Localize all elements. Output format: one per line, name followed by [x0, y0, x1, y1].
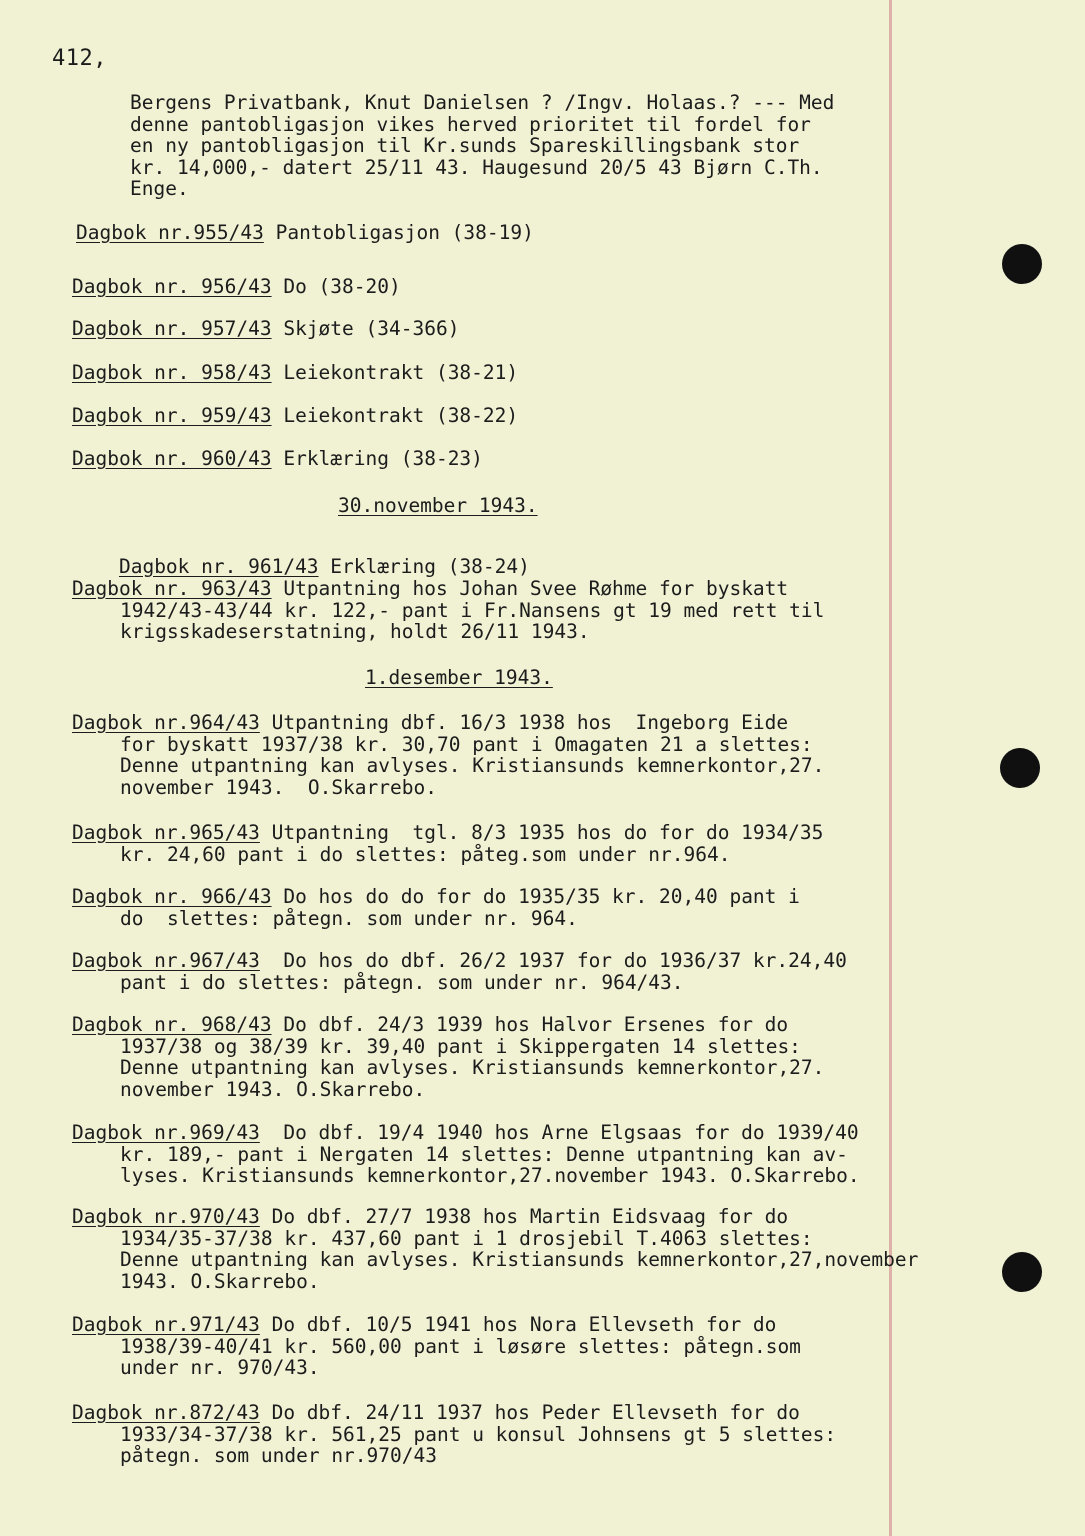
entry-row: [72, 405, 518, 427]
entry-text: Leiekontrakt (38-22): [271, 404, 519, 427]
entry-continuation-line: 1942/43-43/44 kr. 122,- pant i Fr.Nansens gt 19 med rett til: [120, 598, 825, 622]
entry-first-line: [72, 578, 824, 600]
entry-number: Dagbok nr. 958/43: [72, 361, 272, 384]
entry-continuation-line: lyses. Kristiansunds kemnerkontor,27.november 1943. O.Skarrebo.: [120, 1164, 860, 1187]
entry-text: Skjøte (34-366): [271, 317, 460, 340]
entry-continuation-line: november 1943. O.Skarrebo.: [120, 1077, 426, 1101]
page-number: 412,: [52, 46, 107, 71]
entry-number: Dagbok nr. 963/43: [72, 577, 272, 600]
entry-continuation-line: under nr. 970/43.: [120, 1356, 320, 1379]
entry-row: [72, 448, 483, 470]
entry-first-line: [72, 1122, 860, 1144]
entry-number: Dagbok nr. 968/43: [72, 1013, 272, 1036]
entry-number: Dagbok nr. 959/43: [72, 404, 272, 427]
entry-continuation-line: pant i do slettes: påtegn. som under nr. 964/43.: [120, 970, 684, 994]
punch-hole: [1002, 244, 1042, 284]
entry-continuation-line: for byskatt 1937/38 kr. 30,70 pant i Omagaten 21 a slettes:: [120, 732, 813, 756]
punch-hole: [1000, 748, 1040, 788]
entry-row: [72, 950, 847, 993]
entry-first-line: [72, 1014, 824, 1036]
entry-text: Erklæring (38-24): [318, 554, 530, 578]
entry-number: Dagbok nr. 961/43: [118, 554, 319, 578]
entry-row: [72, 318, 459, 340]
entry-row: [72, 1206, 918, 1292]
entry-first-line: [72, 712, 824, 734]
entry-continuation-line: 1933/34-37/38 kr. 561,25 pant u konsul Johnsens gt 5 slettes:: [120, 1422, 837, 1446]
intro-line: Bergens Privatbank, Knut Danielsen ? /Ingv. Holaas.? --- Med: [130, 91, 835, 114]
entry-text: Utpantning hos Johan Svee Røhme for byskatt: [271, 577, 789, 600]
date-heading-30-november: 30.november 1943.: [338, 494, 538, 517]
entry-text: Do hos do do for do 1935/35 kr. 20,40 pant i: [271, 885, 800, 908]
entry-continuation-line: 1938/39-40/41 kr. 560,00 pant i løsøre slettes: påtegn.som: [120, 1334, 801, 1358]
entry-first-line: [72, 1402, 836, 1424]
entry-first-line: [72, 1206, 918, 1228]
entry-continuation-line: Denne utpantning kan avlyses. Kristiansunds kemnerkontor,27.: [120, 754, 825, 777]
entry-number: Dagbok nr. 960/43: [72, 447, 272, 470]
entry-continuation-line: 1943. O.Skarrebo.: [120, 1269, 320, 1293]
entry-text: Do dbf. 10/5 1941 hos Nora Ellevseth for do: [259, 1313, 777, 1336]
entry-number: Dagbok nr.964/43: [72, 711, 260, 734]
intro-line: kr. 14,000,- datert 25/11 43. Haugesund 20/5 43 Bjørn C.Th.: [130, 155, 823, 179]
entry-row: [72, 712, 824, 798]
entry-text: Pantobligasjon (38-19): [263, 221, 534, 244]
entry-number: Dagbok nr. 966/43: [72, 885, 272, 908]
entry-continuation-line: Denne utpantning kan avlyses. Kristiansunds kemnerkontor,27.: [120, 1056, 825, 1079]
entry-number: Dagbok nr.967/43: [72, 949, 260, 972]
intro-line: denne pantobligasjon vikes herved prioritet til fordel for: [130, 112, 811, 136]
entry-text: Do (38-20): [271, 275, 401, 298]
entry-963: [72, 578, 824, 643]
entry-number: Dagbok nr.971/43: [72, 1313, 260, 1336]
entry-number: Dagbok nr.969/43: [72, 1121, 260, 1144]
intro-line: Enge.: [130, 177, 189, 200]
entry-number: Dagbok nr.965/43: [72, 821, 260, 844]
date-heading-1-desember: 1.desember 1943.: [365, 666, 553, 689]
entry-continuation-line: Denne utpantning kan avlyses. Kristiansunds kemnerkontor,27,november: [120, 1248, 919, 1271]
entry-continuation-line: påtegn. som under nr.970/43: [120, 1444, 437, 1467]
entry-row: [72, 1402, 836, 1467]
entry-continuation-line: 1937/38 og 38/39 kr. 39,40 pant i Skippergaten 14 slettes:: [120, 1034, 801, 1058]
entry-number: Dagbok nr.970/43: [72, 1205, 260, 1228]
entry-text: Do hos do dbf. 26/2 1937 for do 1936/37 kr.24,40: [259, 949, 847, 972]
entry-text: Leiekontrakt (38-21): [271, 361, 519, 384]
entry-continuation-line: do slettes: påtegn. som under nr. 964.: [120, 906, 578, 930]
entry-row: [72, 1014, 824, 1100]
entry-row: [72, 1314, 801, 1379]
intro-paragraph: [130, 92, 834, 200]
entry-continuation-line: november 1943. O.Skarrebo.: [120, 775, 437, 799]
entry-row: [76, 222, 534, 244]
entry-first-line: [72, 1314, 801, 1336]
entry-continuation-line: krigsskadeserstatning, holdt 26/11 1943.: [120, 620, 590, 643]
entry-text: Do dbf. 19/4 1940 hos Arne Elgsaas for do 1939/40: [259, 1121, 859, 1144]
entry-first-line: [72, 886, 800, 908]
entry-row: [72, 886, 800, 929]
entry-text: Do dbf. 27/7 1938 hos Martin Eidsvaag for do: [259, 1205, 789, 1228]
intro-line: en ny pantobligasjon til Kr.sunds Spareskillingsbank stor: [130, 134, 800, 157]
entry-first-line: [72, 822, 823, 844]
entry-first-line: [72, 950, 847, 972]
entry-continuation-line: 1934/35-37/38 kr. 437,60 pant i 1 drosjebil T.4063 slettes:: [120, 1226, 813, 1250]
entry-number: Dagbok nr.872/43: [72, 1401, 260, 1424]
margin-rule: [889, 0, 892, 1536]
entry-row: [72, 362, 518, 384]
entry-text: Do dbf. 24/11 1937 hos Peder Ellevseth for do: [259, 1401, 800, 1424]
entry-number: Dagbok nr.955/43: [76, 221, 264, 244]
entry-text: Utpantning dbf. 16/3 1938 hos Ingeborg Eide: [259, 711, 789, 734]
entry-text: Do dbf. 24/3 1939 hos Halvor Ersenes for do: [271, 1013, 789, 1036]
entry-continuation-line: kr. 189,- pant i Nergaten 14 slettes: Denne utpantning kan av-: [120, 1142, 848, 1166]
entry-continuation-line: kr. 24,60 pant i do slettes: påteg.som under nr.964.: [120, 842, 731, 866]
entry-number: Dagbok nr. 956/43: [72, 275, 272, 298]
entry-number: Dagbok nr. 957/43: [72, 317, 272, 340]
entry-text: Erklæring (38-23): [271, 447, 483, 470]
entry-row: [72, 276, 401, 298]
entry-row: [72, 822, 823, 865]
entry-row: [72, 1122, 860, 1187]
punch-hole: [1002, 1252, 1042, 1292]
entry-text: Utpantning tgl. 8/3 1935 hos do for do 1934/35: [259, 821, 824, 844]
